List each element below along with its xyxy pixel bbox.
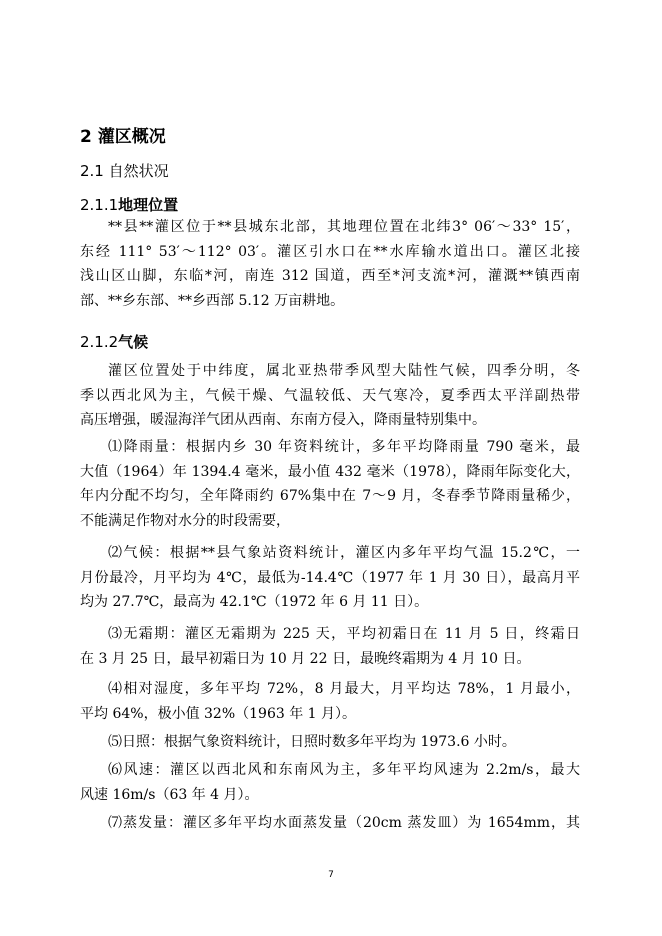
text-line: ⑶无霜期：灌区无霜期为 225 天，平均初霜日在 11 月 5 日，终霜日 bbox=[108, 626, 580, 642]
heading-number: 2.1.2 bbox=[80, 333, 119, 351]
heading-number: 2.1.1 bbox=[80, 196, 119, 214]
text-line: 月份最冷，月平均为 4℃，最低为-14.4℃（1977 年 1 月 30 日），最高月平 bbox=[80, 569, 580, 586]
section-heading-2: 2 灌区概况 bbox=[80, 127, 166, 147]
heading-title: 地理位置 bbox=[118, 196, 179, 214]
section-heading-2-1-2 bbox=[80, 331, 148, 352]
paragraph-temperature bbox=[80, 541, 580, 615]
text-line: 灌区位置处于中纬度，属北亚热带季风型大陆性气候，四季分明，冬 bbox=[108, 363, 580, 379]
paragraph-wind bbox=[80, 758, 580, 807]
paragraph-humidity bbox=[80, 677, 580, 726]
text-line: ⑹风速：灌区以西北风和东南风为主，多年平均风速为 2.2m/s，最大 bbox=[108, 762, 580, 778]
text-line: 平均 64%，极小值 32%（1963 年 1 月）。 bbox=[80, 705, 357, 722]
text-line: ⑴降雨量：根据内乡 30 年资料统计，多年平均降雨量 790 毫米，最 bbox=[108, 439, 580, 455]
text-line: 东经 111° 53′～112° 03′。灌区引水口在**水库输水道出口。灌区北接 bbox=[80, 243, 580, 260]
paragraph-rainfall bbox=[80, 435, 580, 533]
section-heading-2-1: 2.1 自然状况 bbox=[80, 162, 169, 180]
paragraph-evaporation bbox=[80, 811, 580, 836]
text-line: 不能满足作物对水分的时段需要， bbox=[80, 512, 290, 529]
paragraph-location bbox=[80, 215, 580, 313]
text-line: 高压增强，暖湿海洋气团从西南、东南方侵入，降雨量特别集中。 bbox=[80, 412, 486, 428]
text-line: 季以西北风为主，气候干燥、气温较低、天气寒冷，夏季西太平洋副热带 bbox=[80, 387, 580, 404]
heading-title: 气候 bbox=[118, 333, 149, 351]
text-line: 在 3 月 25 日，最早初霜日为 10 月 22 日，最晚终霜期为 4 月 10 日。 bbox=[80, 650, 531, 667]
text-line: **县**灌区位于**县城东北部，其地理位置在北纬3° 06′～33° 15′， bbox=[108, 219, 580, 235]
text-line: 风速 16m/s（63 年 4 月）。 bbox=[80, 786, 259, 803]
text-line: 年内分配不均匀，全年降雨约 67%集中在 7～9 月，冬春季节降雨量稀少， bbox=[80, 488, 580, 504]
paragraph-sunshine bbox=[80, 730, 580, 755]
section-heading-2-1-1 bbox=[80, 194, 178, 215]
paragraph-climate bbox=[80, 359, 580, 433]
text-line: 大值（1964）年 1394.4 毫米，最小值 432 毫米（1978），降雨年际变化大， bbox=[80, 463, 580, 480]
text-line: 均为 27.7℃，最高为 42.1℃（1972 年 6 月 11 日）。 bbox=[80, 594, 429, 610]
text-line: 部、**乡东部、**乡西部 5.12 万亩耕地。 bbox=[80, 292, 345, 309]
page-number: 7 bbox=[328, 870, 334, 880]
text-line: ⑸日照：根据气象资料统计，日照时数多年平均为 1973.6 小时。 bbox=[108, 734, 516, 750]
text-line: ⑵气候：根据**县气象站资料统计，灌区内多年平均气温 15.2℃，一 bbox=[108, 545, 580, 561]
text-line: 浅山区山脚，东临*河，南连 312 国道，西至*河支流*河，灌溉**镇西南 bbox=[80, 268, 580, 284]
text-line: ⑺蒸发量：灌区多年平均水面蒸发量（20cm 蒸发皿）为 1654mm，其 bbox=[108, 815, 580, 831]
text-line: ⑷相对湿度，多年平均 72%，8 月最大，月平均达 78%，1 月最小， bbox=[108, 681, 580, 697]
paragraph-frost-free bbox=[80, 622, 580, 671]
